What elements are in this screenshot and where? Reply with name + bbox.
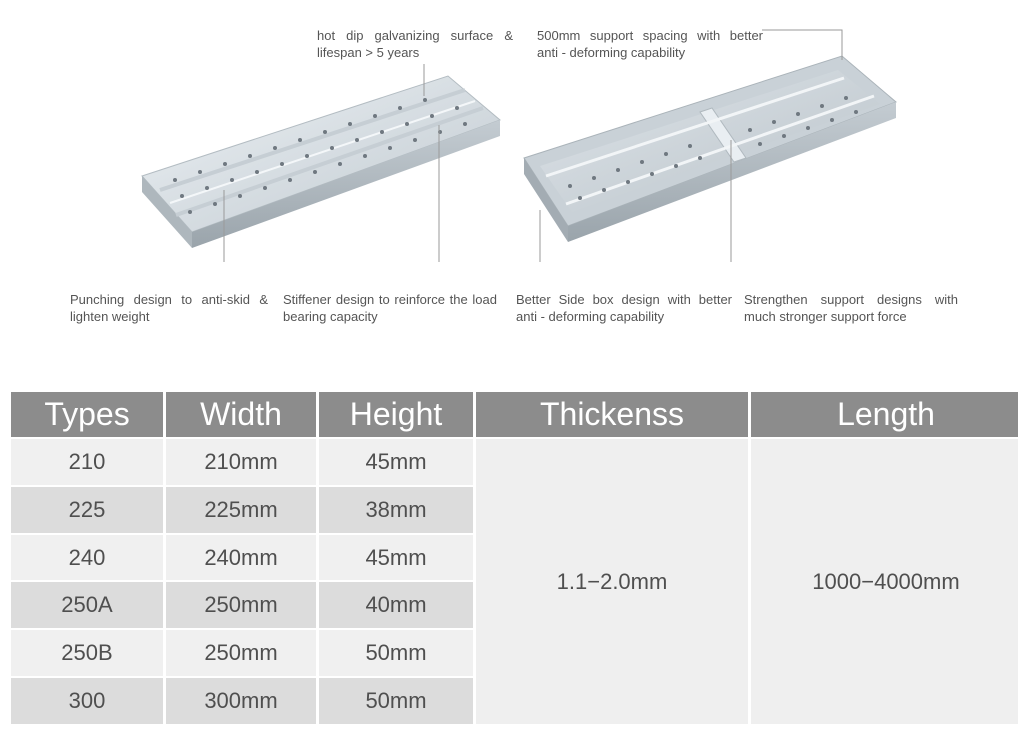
cell-type: 250B [11,630,163,676]
callout-galvanizing: hot dip galvanizing surface & lifespan > 5 years [317,28,513,60]
cell-width: 250mm [166,630,316,676]
cell-width: 300mm [166,678,316,724]
cell-width: 250mm [166,582,316,628]
cell-type: 210 [11,439,163,485]
cell-type: 250A [11,582,163,628]
right-plank [524,56,896,242]
cell-height: 40mm [319,582,473,628]
cell-thickness: 1.1−2.0mm [476,439,748,724]
cell-width: 240mm [166,535,316,581]
callout-side-box: Better Side box design with better anti - deforming capability [516,292,732,324]
specifications-table [8,390,1018,726]
table-row [11,439,1018,485]
cell-type: 300 [11,678,163,724]
cell-height: 50mm [319,630,473,676]
cell-height: 38mm [319,487,473,533]
cell-width: 210mm [166,439,316,485]
cell-height: 45mm [319,439,473,485]
header-height: Height [319,392,473,437]
cell-type: 240 [11,535,163,581]
callout-strengthen: Strengthen support designs with much stronger support force [744,292,958,324]
header-thickness: Thickenss [476,392,748,437]
left-plank [142,76,500,248]
callout-support-spacing: 500mm support spacing with better anti - deforming capability [537,28,763,60]
cell-length: 1000−4000mm [751,439,1018,724]
header-width: Width [166,392,316,437]
cell-height: 45mm [319,535,473,581]
header-length: Length [751,392,1018,437]
table-header-row [11,392,1018,437]
header-types: Types [11,392,163,437]
cell-height: 50mm [319,678,473,724]
callout-punching: Punching design to anti-skid & lighten weight [70,292,268,324]
cell-type: 225 [11,487,163,533]
callout-stiffener: Stiffener design to reinforce the load bearing capacity [283,292,497,324]
cell-width: 225mm [166,487,316,533]
